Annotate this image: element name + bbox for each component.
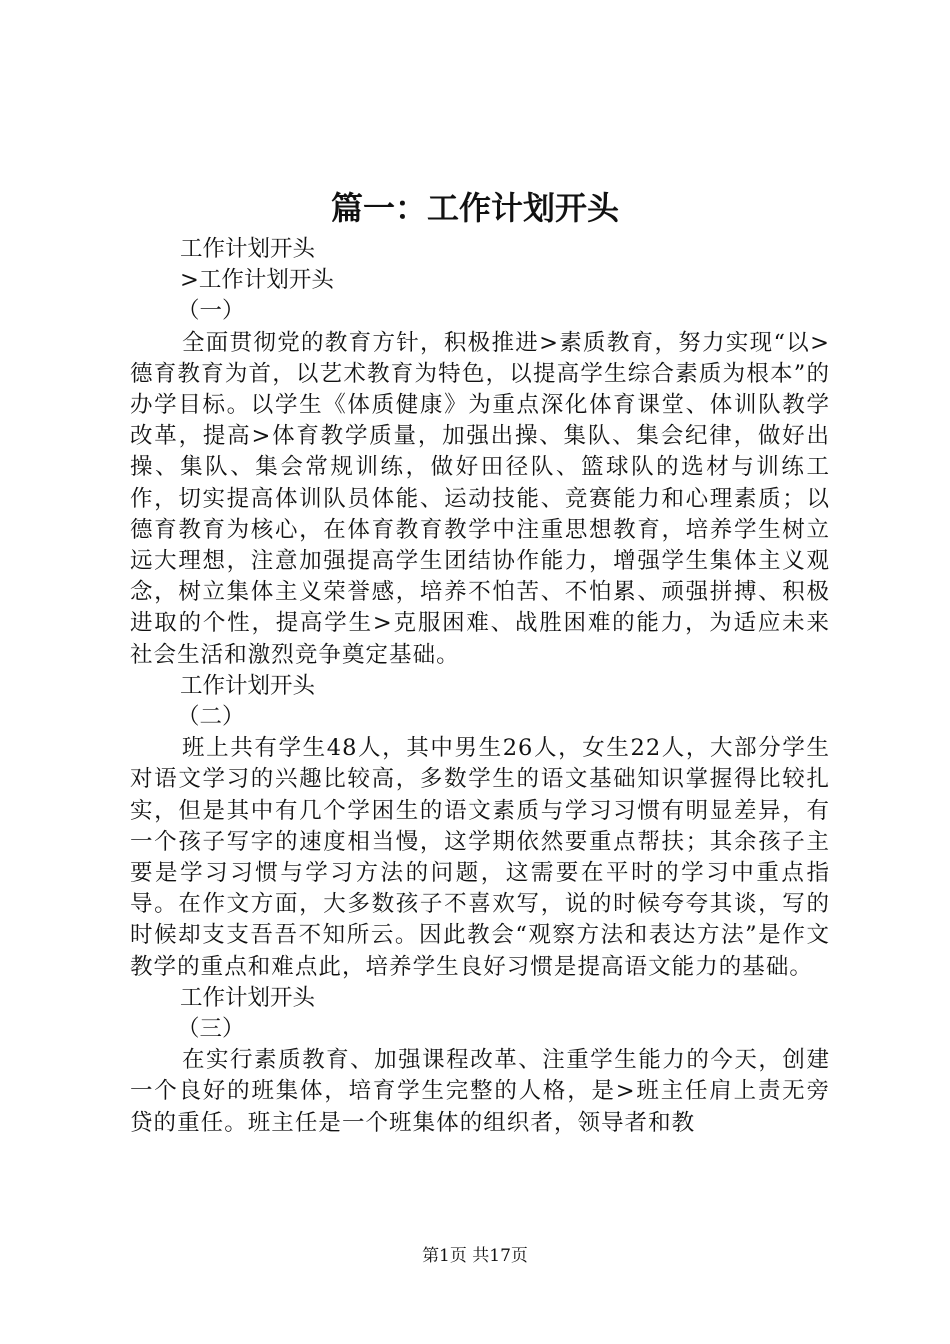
document-title: 篇一：工作计划开头 (330, 189, 619, 227)
paragraph: 班上共有学生48人，其中男生26人，女生22人，大部分学生对语文学习的兴趣比较高，多数学生的语文基础知识掌握得比较扎实，但是其中有几个学困生的语文素质与学习习惯有明显差异，有一个孩子写字的速度相当慢，这学期依然要重点帮扶；其余孩子主要是学习习惯与学习方法的问题，这需要在平时的学习中重点指导。在作文方面，大多数孩子不喜欢写，说的时候夸夸其谈，写的时候却支支吾吾不知所云。因此教会“观察方法和表达方法”是作文教学的重点和难点此，培养学生良好习惯是提高语文能力的基础。 (130, 735, 830, 980)
section-number: （一） (177, 298, 245, 325)
heading-line: 工作计划开头 (180, 236, 316, 262)
section-heading: 工作计划开头 (180, 672, 316, 699)
page-footer: 第1页 共17页 (422, 1246, 528, 1266)
heading-line: >工作计划开头 (180, 267, 334, 294)
section-heading: 工作计划开头 (180, 984, 316, 1011)
paragraph: 在实行素质教育、加强课程改革、注重学生能力的今天，创建一个良好的班集体，培育学生完整的人格，是>班主任肩上责无旁贷的重任。班主任是一个班集体的组织者，领导者和教 (130, 1047, 830, 1136)
paragraph: 全面贯彻党的教育方针，积极推进>素质教育，努力实现“以>德育教育为首，以艺术教育为特色，以提高学生综合素质为根本”的办学目标。以学生《体质健康》为重点深化体育课堂、体训队教学改革，提高>体育教学质量，加强出操、集队、集会纪律，做好出操、集队、集会常规训练，做好田径队、篮球队的选材与训练工作，切实提高体训队员体能、运动技能、竞赛能力和心理素质；以德育教育为核心，在体育教育教学中注重思想教育，培养学生树立远大理想，注意加强提高学生团结协作能力，增强学生集体主义观念，树立集体主义荣誉感，培养不怕苦、不怕累、顽强拼搏、积极进取的个性，提高学生>克服困难、战胜困难的能力，为适应未来社会生活和激烈竞争奠定基础。 (130, 329, 830, 668)
section-number: （三） (177, 1016, 245, 1043)
section-number: （二） (177, 704, 245, 731)
document-body (130, 234, 830, 1139)
